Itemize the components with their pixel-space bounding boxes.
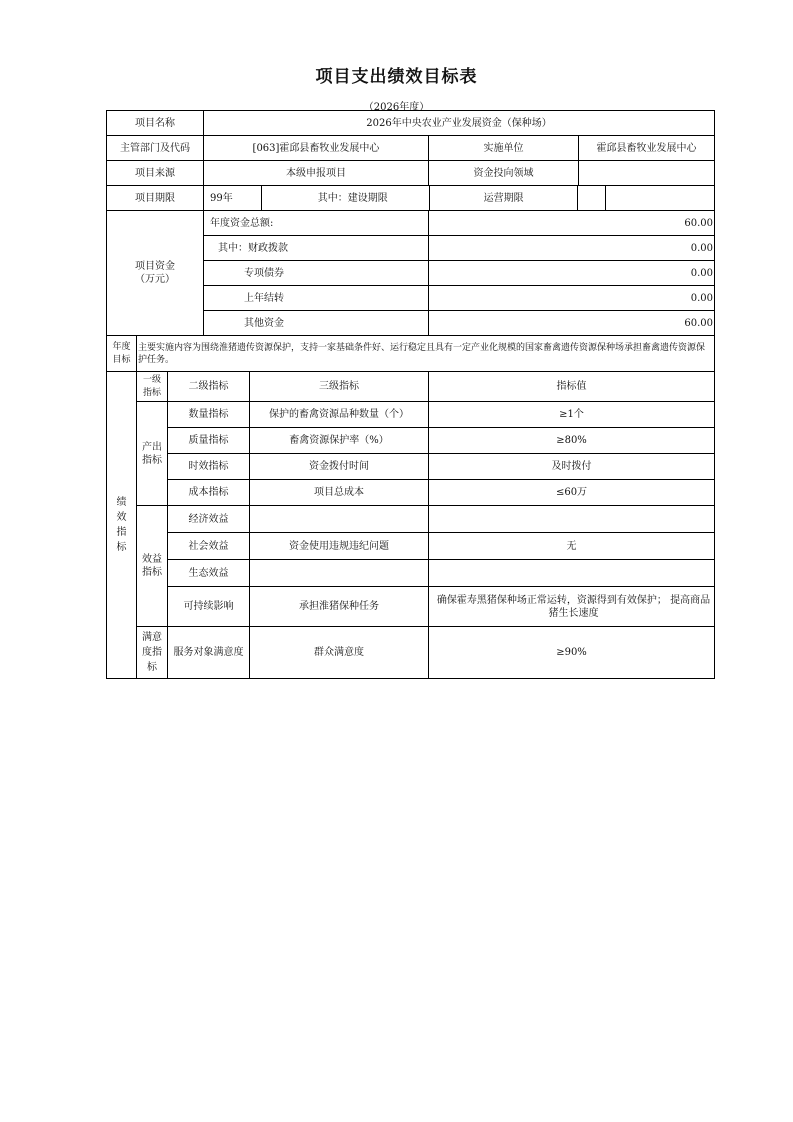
satisfaction-l2: 服务对象满意度 [168,627,250,679]
build-period-label: 其中：建设期限 [261,186,430,210]
funds-fiscal-value: 0.00 [429,236,715,261]
benefit-value [429,560,715,587]
output-indicators-label [137,402,168,506]
dept-value: [063]霍邱县畜牧业发展中心 [204,136,429,161]
output-l2: 数量指标 [168,402,250,428]
benefit-value: 确保霍寿黑猪保种场正常运转，资源得到有效保护； 提高商品猪生长速度 [429,587,715,627]
output-l3: 资金拨付时间 [250,454,429,480]
performance-target-table [106,110,715,679]
period-label: 项目期限 [107,186,204,211]
impl-unit-label: 实施单位 [429,136,579,161]
page-title: 项目支出绩效目标表 [315,67,478,87]
benefit-l3 [250,560,429,587]
fiscal-year: （2026年度） [363,102,430,113]
output-l2: 时效指标 [168,454,250,480]
benefit-value [429,506,715,533]
benefit-l2: 生态效益 [168,560,250,587]
project-name-label: 项目名称 [107,111,204,136]
funds-unit: （万元） [135,274,175,285]
benefit-value: 无 [429,533,715,560]
perf-indicators-label [107,372,137,679]
dept-label: 主管部门及代码 [107,136,204,161]
benefit-indicators-label [137,506,168,627]
funds-total-label: 年度资金总额: [204,211,429,236]
annual-goal-label: 年度目标 [107,336,137,372]
header-value: 指标值 [429,372,715,402]
funds-label [107,211,204,336]
period-row [204,186,715,211]
satisfaction-l3: 群众满意度 [250,627,429,679]
benefit-l3: 资金使用违规违纪问题 [250,533,429,560]
impl-unit-value: 霍邱县畜牧业发展中心 [579,136,715,161]
satisfaction-value: ≥90% [429,627,715,679]
funds-carryover-label: 上年结转 [204,286,429,311]
funds-bond-label: 专项债券 [204,261,429,286]
benefit-l2: 经济效益 [168,506,250,533]
header-level3: 三级指标 [250,372,429,402]
operate-period-label: 运营期限 [430,186,578,210]
funds-total-value: 60.00 [429,211,715,236]
header-level2: 二级指标 [168,372,250,402]
output-indicators-text: 产出指标 [142,441,162,466]
output-value: 及时拨付 [429,454,715,480]
output-value: ≤60万 [429,480,715,506]
source-value: 本级申报项目 [204,161,429,186]
build-period-value [606,186,714,210]
benefit-indicators-text: 效益指标 [142,554,162,578]
source-label: 项目来源 [107,161,204,186]
project-name-value: 2026年中央农业产业发展资金（保种场） [204,111,715,136]
output-value: ≥80% [429,428,715,454]
output-value: ≥1个 [429,402,715,428]
header-level1: 一级指标 [137,372,168,402]
operate-period-value [577,186,605,210]
output-l3: 畜禽资源保护率（%） [250,428,429,454]
annual-goal-text: 主要实施内容为围绕淮猪遗传资源保护，支持一家基础条件好、运行稳定且具有一定产业化规模的国家畜禽遗传资源保种场承担畜禽遗传资源保护任务。 [137,336,715,372]
benefit-l3: 承担淮猪保种任务 [250,587,429,627]
output-l3: 项目总成本 [250,480,429,506]
output-l2: 质量指标 [168,428,250,454]
funds-carryover-value: 0.00 [429,286,715,311]
funds-bond-value: 0.00 [429,261,715,286]
output-l3: 保护的畜禽资源品种数量（个） [250,402,429,428]
benefit-l2: 可持续影响 [168,587,250,627]
satisfaction-indicators-label [137,627,168,679]
output-l2: 成本指标 [168,480,250,506]
benefit-l3 [250,506,429,533]
period-value: 99年 [210,192,233,204]
benefit-l2: 社会效益 [168,533,250,560]
funds-other-label: 其他资金 [204,311,429,336]
funds-fiscal-label: 其中：财政拨款 [204,236,429,261]
funds-label-text: 项目资金 [135,261,175,272]
funds-other-value: 60.00 [429,311,715,336]
satisfaction-indicators-text: 满意度指标 [142,632,162,673]
perf-indicators-text: 绩效指标 [116,497,127,553]
invest-area-value [579,161,715,186]
invest-area-label: 资金投向领域 [429,161,579,186]
